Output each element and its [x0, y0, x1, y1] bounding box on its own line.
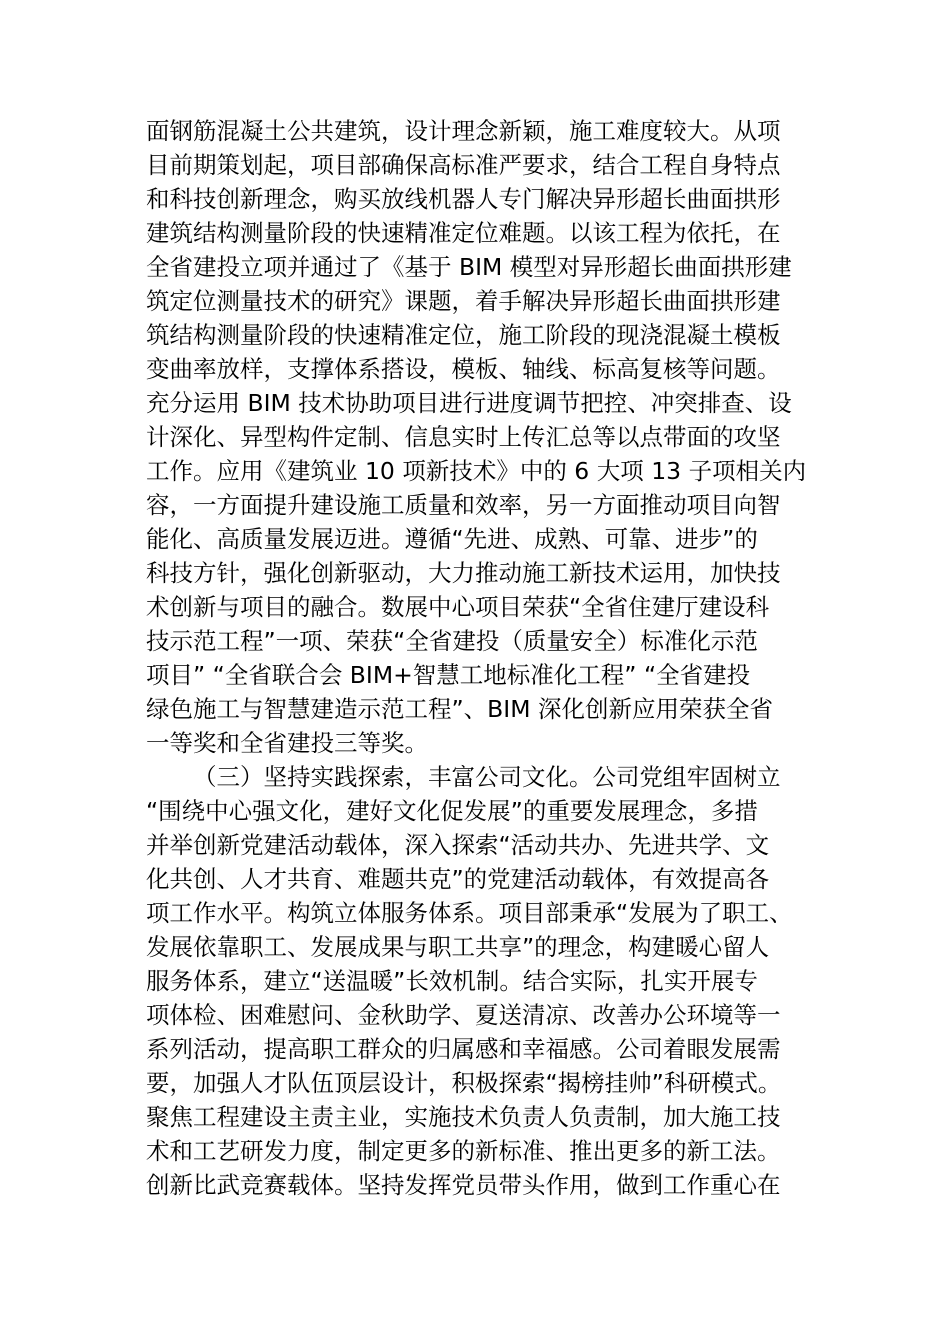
text-line: 变曲率放样，支撑体系搭设，模板、轴线、标高复核等问题。: [146, 355, 781, 383]
text-line: 创新比武竞赛载体。坚持发挥党员带头作用，做到工作重心在: [146, 1171, 781, 1199]
text-line: 项工作水平。构筑立体服务体系。项目部秉承“发展为了职工、: [146, 899, 793, 927]
text-line: 术和工艺研发力度，制定更多的新标准、推出更多的新工法。: [146, 1137, 781, 1165]
text-line: “围绕中心强文化，建好文化促发展”的重要发展理念，多措: [146, 797, 758, 825]
text-line: 绿色施工与智慧建造示范工程”、BIM 深化创新应用荣获全省: [146, 695, 773, 723]
text-line: 能化、高质量发展迈进。遵循“先进、成熟、可靠、进步”的: [146, 525, 758, 553]
text-line: 术创新与项目的融合。数展中心项目荣获“全省住建厅建设科: [146, 593, 770, 621]
text-line: 全省建投立项并通过了《基于 BIM 模型对异形超长曲面拱形建: [146, 253, 792, 281]
text-line: 并举创新党建活动载体，深入探索“活动共办、先进共学、文: [146, 831, 770, 859]
text-line: 建筑结构测量阶段的快速精准定位难题。以该工程为依托，在: [146, 219, 781, 247]
text-line: 科技方针，强化创新驱动，大力推动施工新技术运用，加快技: [146, 559, 781, 587]
text-line: 筑定位测量技术的研究》课题，着手解决异形超长曲面拱形建: [146, 287, 781, 315]
text-line: 化共创、人才共育、难题共克”的党建活动载体，有效提高各: [146, 865, 770, 893]
text-line: 工作。应用《建筑业 10 项新技术》中的 6 大项 13 子项相关内: [146, 457, 807, 485]
text-line: 一等奖和全省建投三等奖。: [146, 729, 428, 757]
text-line: 系列活动，提高职工群众的归属感和幸福感。公司着眼发展需: [146, 1035, 781, 1063]
text-line: 和科技创新理念，购买放线机器人专门解决异形超长曲面拱形: [146, 185, 781, 213]
text-line: 服务体系，建立“送温暖”长效机制。结合实际，扎实开展专: [146, 967, 758, 995]
text-line: 筑结构测量阶段的快速精准定位，施工阶段的现浇混凝土模板: [146, 321, 781, 349]
text-line: 项目” “全省联合会 BIM+智慧工地标准化工程” “全省建投: [146, 661, 751, 689]
text-line: 聚焦工程建设主责主业，实施技术负责人负责制，加大施工技: [146, 1103, 781, 1131]
text-line: 技示范工程”一项、荣获“全省建投（质量安全）标准化示范: [146, 627, 758, 655]
text-line: 面钢筋混凝土公共建筑，设计理念新颖，施工难度较大。从项: [146, 117, 781, 145]
text-line: 充分运用 BIM 技术协助项目进行进度调节把控、冲突排查、设: [146, 389, 792, 417]
text-line: 项体检、困难慰问、金秋助学、夏送清凉、改善办公环境等一: [146, 1001, 781, 1029]
text-line: 目前期策划起，项目部确保高标准严要求，结合工程自身特点: [146, 151, 781, 179]
text-line: 计深化、异型构件定制、信息实时上传汇总等以点带面的攻坚: [146, 423, 781, 451]
body-text: [146, 114, 814, 1202]
text-line: 要，加强人才队伍顶层设计，积极探索“揭榜挂帅”科研模式。: [146, 1069, 782, 1097]
text-line: 发展依靠职工、发展成果与职工共享”的理念，构建暖心留人: [146, 933, 770, 961]
section-heading-line: （三）坚持实践探索，丰富公司文化。公司党组牢固树立: [193, 763, 781, 791]
text-line: 容，一方面提升建设施工质量和效率，另一方面推动项目向智: [146, 491, 781, 519]
